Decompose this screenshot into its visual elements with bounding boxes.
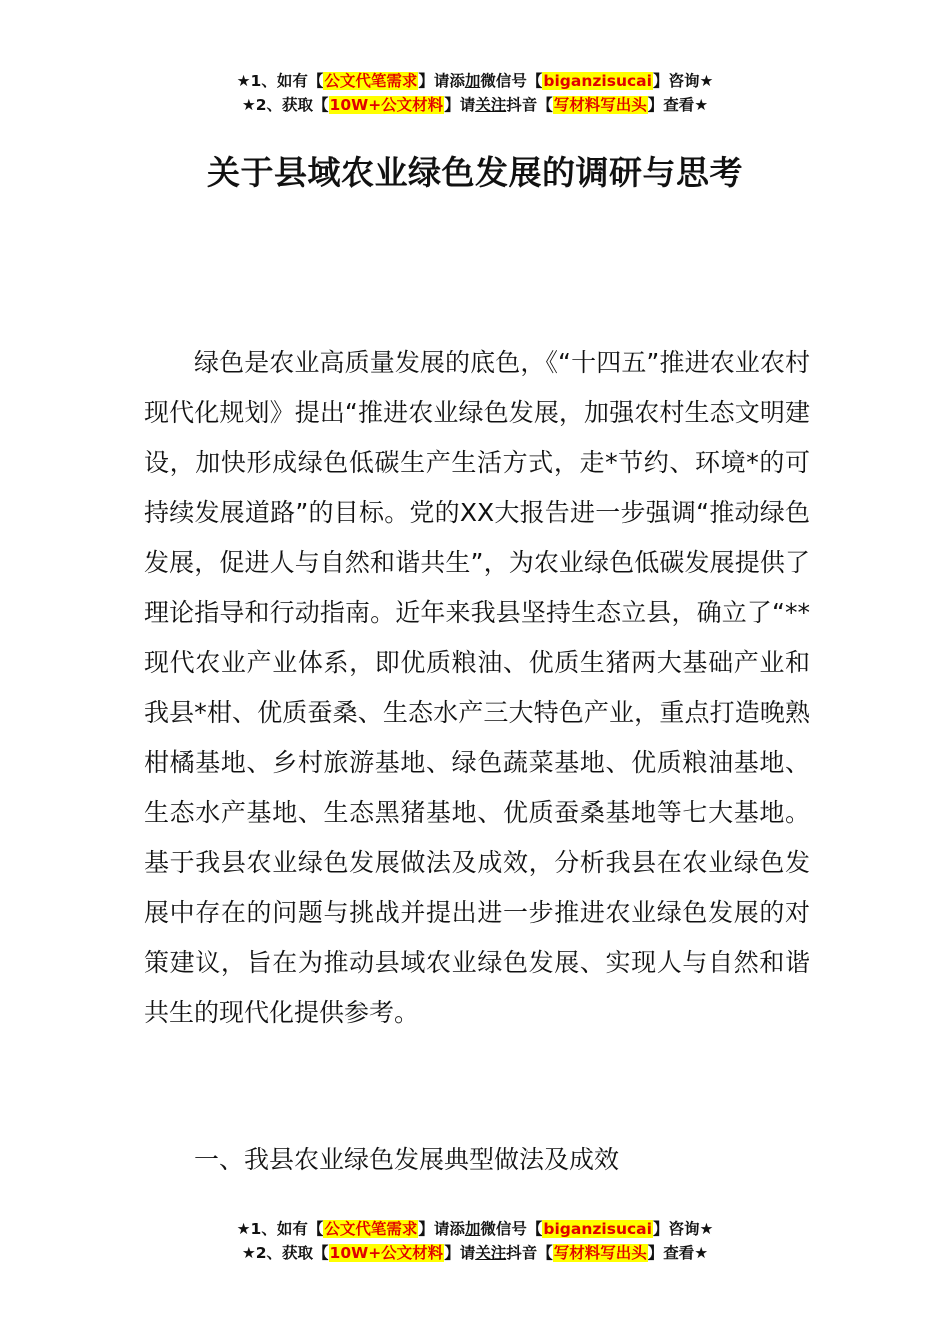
banner-line-1 bbox=[0, 69, 950, 93]
banner-text: 抖音【 bbox=[506, 1244, 553, 1262]
banner-line-2 bbox=[0, 93, 950, 117]
banner-text: 微信号【 bbox=[480, 1220, 543, 1238]
banner-underlined-text: 加 bbox=[464, 1220, 481, 1238]
highlight-wechat-id: biganzisucai bbox=[543, 1220, 652, 1238]
highlight-douyin-account: 写材料写出头 bbox=[553, 96, 647, 114]
banner-text: 】请添 bbox=[418, 72, 465, 90]
banner-line-1 bbox=[0, 1217, 950, 1241]
banner-underlined-text: 关注 bbox=[475, 1244, 507, 1262]
banner-text: 】请 bbox=[444, 1244, 476, 1262]
banner-text: 】查看★ bbox=[647, 96, 709, 114]
banner-line-2 bbox=[0, 1241, 950, 1265]
banner-text: 】请添 bbox=[418, 1220, 465, 1238]
banner-text: 】请 bbox=[444, 96, 476, 114]
banner-text: 抖音【 bbox=[506, 96, 553, 114]
banner-text: 】咨询★ bbox=[652, 72, 714, 90]
highlight-service: 公文代笔需求 bbox=[324, 72, 418, 90]
banner-text: ★2、获取【 bbox=[241, 96, 329, 114]
banner-text: 】咨询★ bbox=[652, 1220, 714, 1238]
banner-underlined-text: 加 bbox=[464, 72, 481, 90]
section-heading: 一、我县农业绿色发展典型做法及成效 bbox=[194, 1145, 620, 1174]
banner-text: 】查看★ bbox=[647, 1244, 709, 1262]
footer-banner bbox=[0, 1217, 950, 1265]
banner-text: ★2、获取【 bbox=[241, 1244, 329, 1262]
highlight-wechat-id: biganzisucai bbox=[543, 72, 652, 90]
banner-underlined-text: 关注 bbox=[475, 96, 507, 114]
highlight-materials: 10W+公文材料 bbox=[329, 1244, 444, 1262]
banner-text: ★1、如有【 bbox=[236, 72, 324, 90]
highlight-douyin-account: 写材料写出头 bbox=[553, 1244, 647, 1262]
highlight-materials: 10W+公文材料 bbox=[329, 96, 444, 114]
banner-text: ★1、如有【 bbox=[236, 1220, 324, 1238]
document-title: 关于县域农业绿色发展的调研与思考 bbox=[207, 153, 743, 192]
header-banner bbox=[0, 69, 950, 117]
banner-text: 微信号【 bbox=[480, 72, 543, 90]
highlight-service: 公文代笔需求 bbox=[324, 1220, 418, 1238]
body-paragraph: 绿色是农业高质量发展的底色，《“十四五”推进农业农村现代化规划》提出“推进农业绿色发展，加强农村生态文明建设，加快形成绿色低碳生产生活方式，走*节约、环境*的可持续发展道路”的目标。党的XX大报告进一步强调“推动绿色发展，促进人与自然和谐共生”，为农业绿色低碳发展提供了理论指导和行动指南。近年来我县坚持生态立县，确立了“**现代农业产业体系，即优质粮油、优质生猪两大基础产业和我县*柑、优质蚕桑、生态水产三大特色产业，重点打造晚熟柑橘基地、乡村旅游基地、绿色蔬菜基地、优质粮油基地、生态水产基地、生态黑猪基地、优质蚕桑基地等七大基地。基于我县农业绿色发展做法及成效，分析我县在农业绿色发展中存在的问题与挑战并提出进一步推进农业绿色发展的对策建议，旨在为推动县域农业绿色发展、实现人与自然和谐共生的现代化提供参考。 bbox=[144, 348, 810, 1027]
